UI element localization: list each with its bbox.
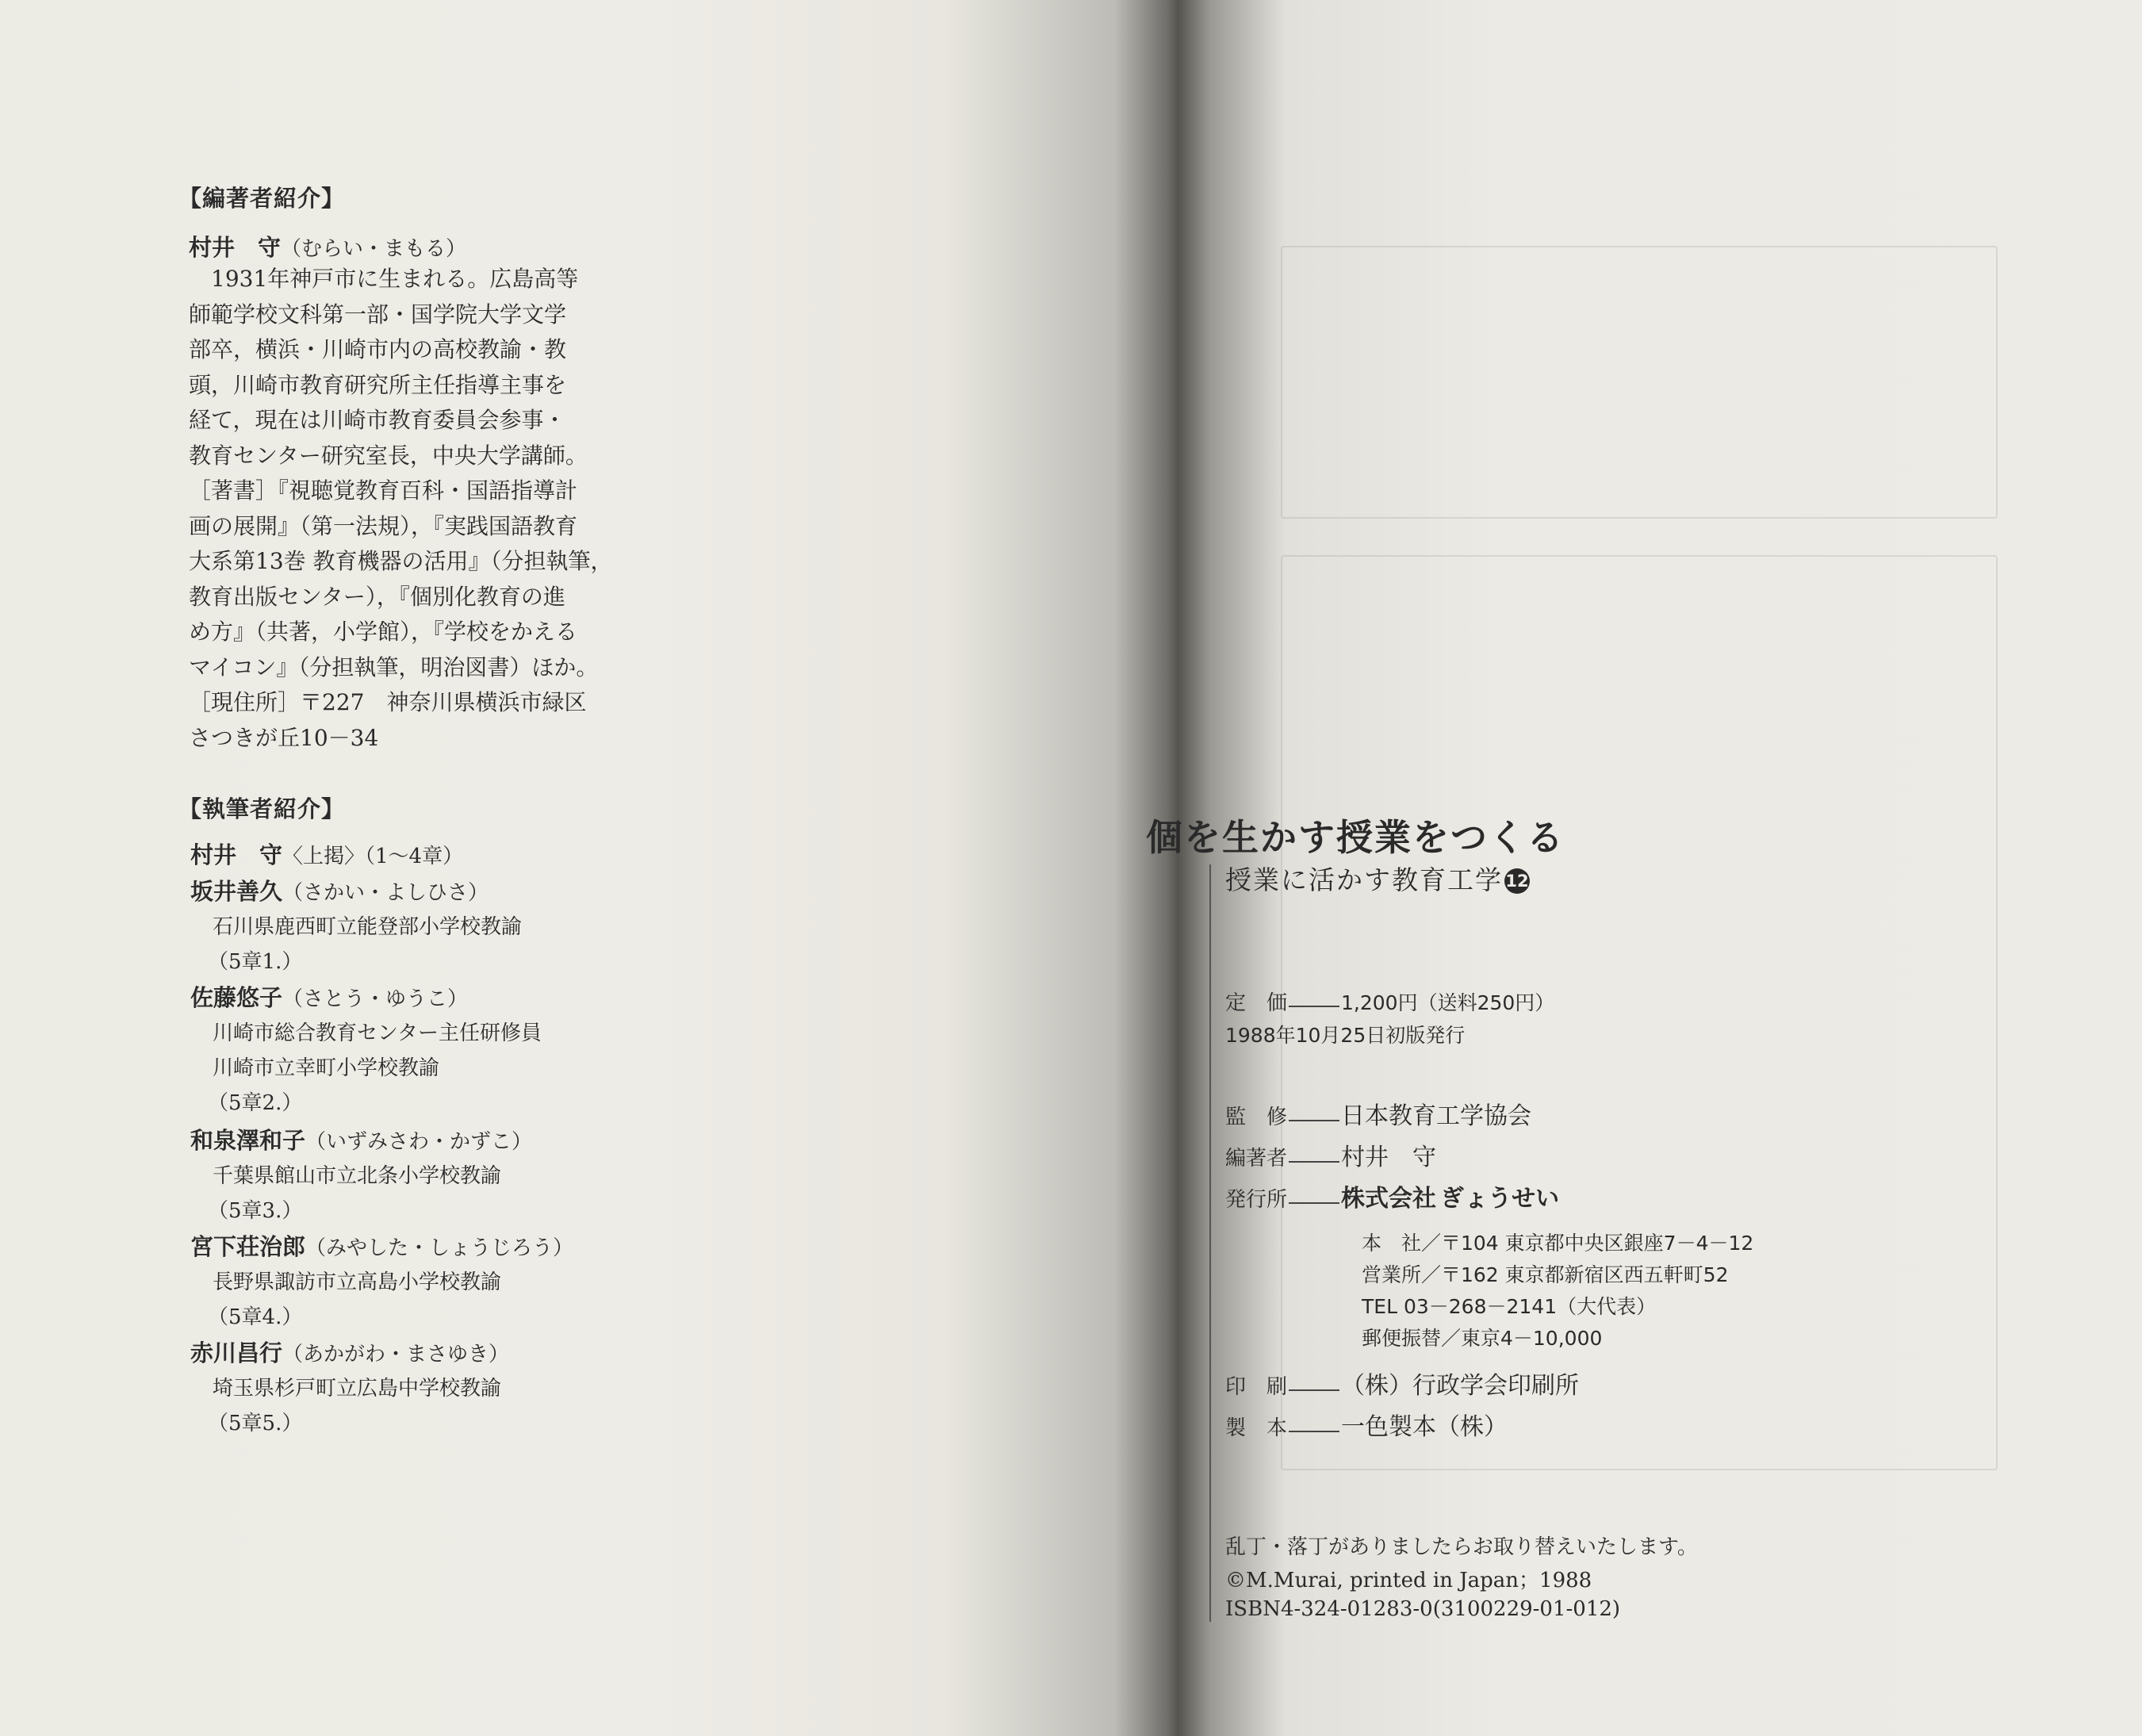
bio-line: 頭，川崎市教育研究所主任指導主事を — [189, 371, 567, 398]
bio-line: ［著書］『視聴覚教育百科・国語指導計 — [189, 477, 578, 504]
series-number-badge: 12 — [1504, 868, 1530, 894]
writer-affiliation: 川崎市立幸町小学校教諭 — [213, 1056, 440, 1080]
supervisor-line — [1225, 1096, 1531, 1131]
writer-name: 和泉澤和子 — [190, 1127, 306, 1154]
editor-label: 編著者 — [1225, 1147, 1288, 1171]
bio-line: さつきが丘10－34 — [189, 724, 379, 751]
printer-value: （株）行政学会印刷所 — [1341, 1372, 1580, 1400]
printer-line — [1225, 1366, 1579, 1401]
editor-line — [1225, 1137, 1436, 1172]
leader-dash — [1289, 1006, 1339, 1007]
address-line: TEL 03－268－2141（大代表） — [1362, 1295, 1657, 1318]
writer-reading: 〈上掲〉（1～4章） — [282, 845, 464, 868]
writer-affiliation: 千葉県館山市立北条小学校教諭 — [213, 1164, 502, 1188]
binder-label: 製 本 — [1225, 1416, 1288, 1440]
bio-line: 教育出版センター），『個別化教育の進 — [189, 583, 565, 610]
price-value: 1,200円（送料250円） — [1341, 991, 1555, 1014]
writer-reading: （さとう・ゆうこ） — [282, 987, 469, 1011]
writer-entry — [190, 980, 468, 1013]
writer-entry — [190, 1123, 532, 1155]
writer-affiliation: 川崎市総合教育センター主任研修員 — [213, 1021, 542, 1045]
footer-note: 乱丁・落丁がありましたらお取り替えいたします。 — [1225, 1535, 1698, 1559]
supervisor-value: 日本教育工学協会 — [1341, 1102, 1532, 1130]
writer-entry — [190, 1229, 573, 1262]
writer-chapter: （5章2.） — [208, 1091, 303, 1115]
writer-name: 坂井善久 — [190, 878, 283, 905]
writer-entry — [190, 1336, 509, 1368]
writer-entry — [190, 874, 489, 906]
writer-affiliation: 埼玉県杉戸町立広島中学校教諭 — [213, 1377, 502, 1401]
leader-dash — [1289, 1431, 1339, 1432]
address-line: 営業所／〒162 東京都新宿区西五軒町52 — [1362, 1263, 1729, 1286]
price-line — [1225, 987, 1554, 1016]
price-label: 定 価 — [1225, 991, 1288, 1015]
series-name: 授業に活かす教育工学 — [1225, 864, 1503, 895]
right-page — [1146, 0, 2142, 1736]
writer-heading: 【執筆者紹介】 — [178, 795, 346, 822]
publisher-prefix: 株式会社 — [1341, 1185, 1437, 1213]
writer-name: 宮下荘治郎 — [190, 1233, 306, 1260]
bio-line: 大系第13巻 教育機器の活用』（分担執筆， — [189, 548, 613, 574]
bio-line: ［現住所］〒227 神奈川県横浜市緑区 — [189, 689, 587, 715]
isbn: ISBN4-324-01283-0(3100229-01-012) — [1225, 1597, 1621, 1621]
bio-line: 部卒，横浜・川崎市内の高校教諭・教 — [189, 336, 567, 362]
show-through-box — [1281, 246, 1998, 519]
leader-dash — [1289, 1202, 1339, 1204]
writer-reading: （いずみさわ・かずこ） — [305, 1130, 533, 1154]
copyright: ©M.Murai, printed in Japan；1988 — [1225, 1569, 1592, 1592]
writer-name: 村井 守 — [190, 841, 283, 868]
colophon-rule — [1209, 864, 1211, 1622]
bio-line: 教育センター研究室長，中央大学講師。 — [189, 442, 588, 469]
writer-chapter: （5章3.） — [208, 1199, 303, 1223]
writer-chapter: （5章1.） — [208, 950, 303, 974]
bio-line: 画の展開』（第一法規），『実践国語教育 — [189, 512, 578, 539]
leader-dash — [1289, 1161, 1339, 1163]
writer-affiliation: 長野県諏訪市立高島小学校教諭 — [213, 1270, 502, 1294]
bio-line: 師範学校文科第一部・国学院大学文学 — [189, 301, 567, 328]
writer-reading: （さかい・よしひさ） — [282, 881, 489, 905]
editor-reading: （むらい・まもる） — [281, 237, 467, 261]
publisher-label: 発行所 — [1225, 1188, 1288, 1212]
series-title — [1225, 860, 1530, 897]
address-line: 本 社／〒104 東京都中央区銀座7－4－12 — [1362, 1232, 1754, 1255]
address-line: 郵便振替／東京4－10,000 — [1362, 1327, 1603, 1350]
writer-reading: （あかがわ・まさゆき） — [282, 1343, 510, 1366]
publisher-name: ぎょうせい — [1440, 1185, 1560, 1213]
writer-name: 佐藤悠子 — [190, 984, 283, 1011]
bio-line: マイコン』（分担執筆，明治図書）ほか。 — [189, 653, 599, 680]
writer-name: 赤川昌行 — [190, 1339, 283, 1366]
writer-chapter: （5章4.） — [208, 1305, 303, 1329]
leader-dash — [1289, 1120, 1339, 1121]
printer-label: 印 刷 — [1225, 1375, 1288, 1399]
binder-value: 一色製本（株） — [1341, 1413, 1508, 1441]
publication-date: 1988年10月25日初版発行 — [1225, 1024, 1466, 1047]
editor-bio — [189, 262, 613, 756]
editor-value: 村井 守 — [1341, 1144, 1437, 1171]
writer-entry — [190, 837, 463, 870]
editor-name-line — [189, 230, 466, 263]
writer-chapter: （5章5.） — [208, 1412, 303, 1435]
bio-line: 1931年神戸市に生まれる。広島高等 — [211, 266, 579, 292]
bio-line: め方』（共著，小学館），『学校をかえる — [189, 619, 578, 645]
bio-line: 経て，現在は川崎市教育委員会参事・ — [189, 407, 566, 433]
writer-reading: （みやした・しょうじろう） — [305, 1236, 574, 1260]
binder-line — [1225, 1407, 1508, 1442]
supervisor-label: 監 修 — [1225, 1106, 1288, 1129]
writer-affiliation: 石川県鹿西町立能登部小学校教諭 — [213, 915, 523, 939]
book-title: 個を生かす授業をつくる — [1146, 816, 1565, 859]
editor-heading: 【編著者紹介】 — [178, 185, 346, 212]
editor-name: 村井 守 — [189, 234, 282, 261]
leader-dash — [1289, 1389, 1339, 1391]
publisher-line — [1225, 1178, 1559, 1213]
